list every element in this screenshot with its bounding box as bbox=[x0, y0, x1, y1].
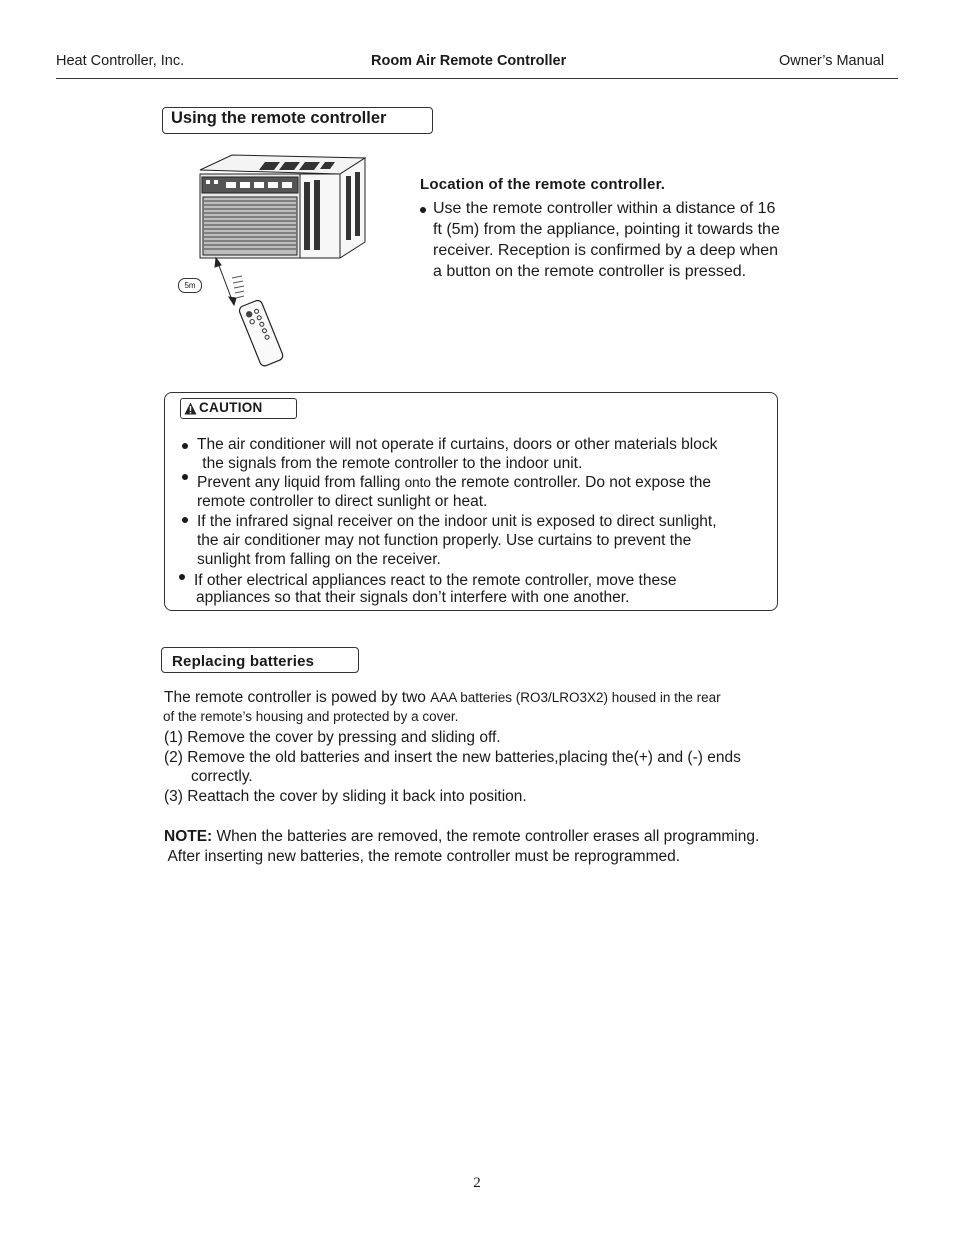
note-line bbox=[164, 827, 759, 847]
header-divider bbox=[56, 78, 898, 79]
caution-item bbox=[194, 572, 764, 606]
battery-step: (2) Remove the old batteries and insert the new batteries,placing the(+) and (-) ends bbox=[164, 749, 741, 766]
distance-label-badge: 5m bbox=[178, 278, 202, 293]
battery-intro-line: of the remote’s housing and protected by a cover. bbox=[163, 709, 459, 724]
caution-line: If other electrical appliances react to the remote controller, move these bbox=[194, 572, 677, 589]
location-line: receiver. Reception is confirmed by a deep when bbox=[433, 242, 779, 259]
note-text: When the batteries are removed, the remote controller erases all programming. bbox=[212, 828, 760, 845]
caution-item bbox=[197, 512, 767, 569]
location-line: a button on the remote controller is pressed. bbox=[433, 263, 747, 280]
battery-step-continued: correctly. bbox=[191, 768, 253, 785]
air-conditioner-remote-figure bbox=[170, 150, 370, 380]
page-number: 2 bbox=[473, 1175, 481, 1191]
caution-item bbox=[197, 473, 767, 511]
caution-line: the signals from the remote controller to the indoor unit. bbox=[198, 455, 583, 472]
location-line: ft (5m) from the appliance, pointing it towards the bbox=[433, 221, 780, 238]
battery-intro-line bbox=[164, 688, 721, 708]
caution-text: Prevent any liquid from falling bbox=[197, 474, 405, 491]
caution-line: sunlight from falling on the receiver. bbox=[197, 551, 441, 568]
caution-label: CAUTION bbox=[199, 400, 263, 415]
caution-line: appliances so that their signals don’t interfere with one another. bbox=[196, 589, 630, 606]
caution-label-box bbox=[180, 398, 297, 419]
bullet-dot bbox=[182, 474, 188, 480]
note-line: After inserting new batteries, the remote controller must be reprogrammed. bbox=[164, 848, 681, 865]
header-title: Room Air Remote Controller bbox=[371, 53, 567, 69]
section-title-replacing-batteries: Replacing batteries bbox=[161, 647, 359, 673]
battery-step: (1) Remove the cover by pressing and sliding off. bbox=[164, 729, 501, 746]
location-line: Use the remote controller within a distance of 16 bbox=[433, 200, 776, 217]
bullet-dot bbox=[179, 574, 185, 580]
caution-item bbox=[197, 435, 767, 473]
caution-line: If the infrared signal receiver on the indoor unit is exposed to direct sunlight, bbox=[197, 513, 717, 530]
caution-text: the remote controller. Do not expose the bbox=[430, 474, 711, 491]
battery-intro-text: AAA batteries (RO3/LRO3X2) housed in the rear bbox=[430, 690, 721, 705]
bullet-dot bbox=[182, 517, 188, 523]
battery-intro-text: The remote controller is powed by two bbox=[164, 689, 431, 706]
caution-line: the air conditioner may not function properly. Use curtains to prevent the bbox=[197, 532, 692, 549]
location-body bbox=[433, 198, 813, 282]
location-title: Location of the remote controller. bbox=[420, 176, 666, 193]
header-manual: Owner’s Manual bbox=[779, 53, 885, 69]
bullet-dot bbox=[182, 443, 188, 449]
battery-step: (3) Reattach the cover by sliding it back into position. bbox=[164, 788, 527, 805]
warning-triangle-icon bbox=[184, 402, 197, 415]
header-company: Heat Controller, Inc. bbox=[56, 53, 185, 69]
note-label: NOTE: bbox=[164, 828, 213, 845]
caution-text: onto bbox=[404, 475, 431, 490]
caution-line: The air conditioner will not operate if curtains, doors or other materials block bbox=[197, 436, 718, 453]
caution-line: remote controller to direct sunlight or heat. bbox=[197, 493, 488, 510]
section-title-using-remote: Using the remote controller bbox=[162, 107, 433, 134]
bullet-dot bbox=[420, 207, 426, 213]
